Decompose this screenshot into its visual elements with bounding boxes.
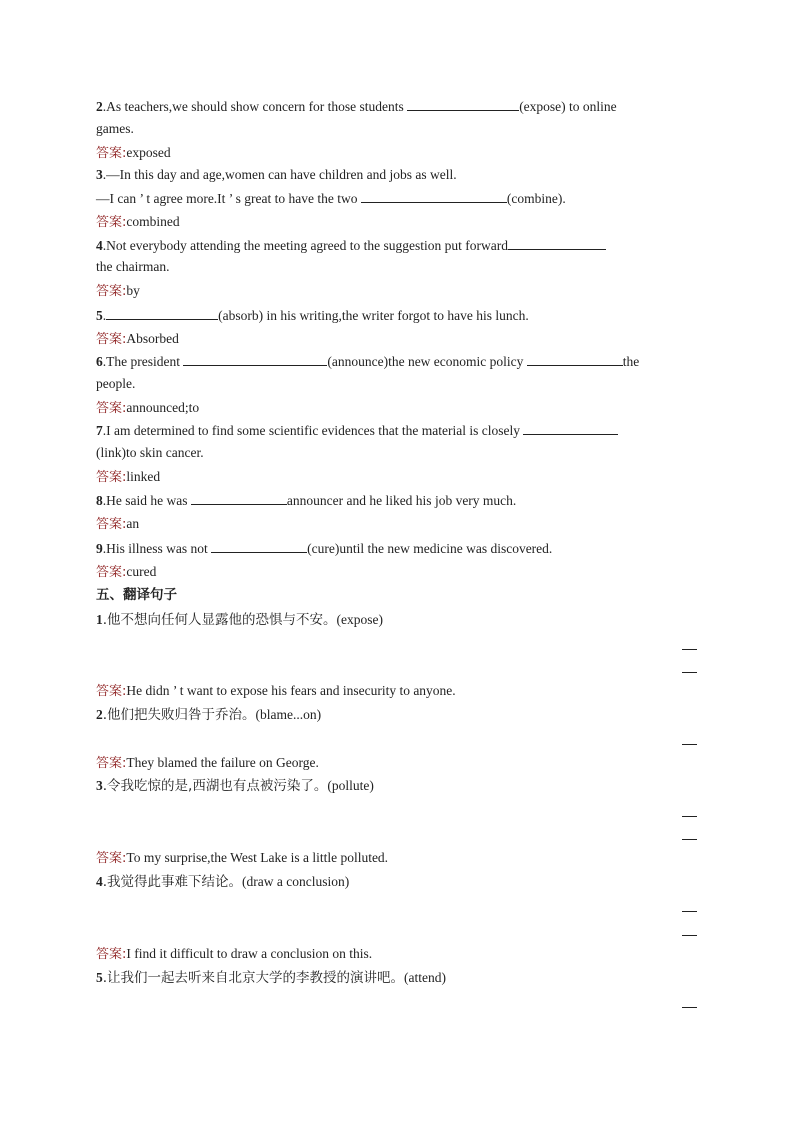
question-text: announcer and he liked his job very much. [286, 493, 517, 508]
answer-t1 [96, 683, 456, 700]
answer-t4 [96, 946, 372, 963]
answer-3 [96, 214, 180, 231]
question-number: 4 [96, 238, 103, 253]
question-7 [96, 422, 618, 439]
hint-word: (expose) [336, 612, 384, 627]
chinese-sentence: .他们把失败归咎于乔治。 [102, 707, 256, 723]
answer-text: an [126, 516, 140, 531]
question-text: (absorb) in his writing,the writer forgot to have his lunch. [218, 308, 529, 323]
answer-label: 答案: [96, 851, 127, 866]
question-text: (link)to skin cancer. [96, 445, 204, 460]
answer-line [682, 744, 697, 745]
question-text: .His illness was not [102, 541, 212, 556]
answer-blank [106, 307, 218, 320]
section-heading: 五、翻译句子 [96, 587, 177, 603]
hint-word: (attend) [404, 970, 447, 985]
answer-text: I find it difficult to draw a conclusion on this. [126, 946, 373, 961]
question-text: (announce)the new economic policy [327, 354, 527, 369]
question-2-cont [96, 121, 134, 137]
question-8 [96, 492, 516, 509]
answer-blank [183, 353, 327, 366]
answer-5 [96, 331, 179, 348]
question-text: .—In this day and age,women can have children and jobs as well. [102, 167, 457, 182]
question-text: .He said he was [102, 493, 191, 508]
answer-blank [407, 98, 519, 111]
answer-label: 答案: [96, 470, 127, 485]
answer-blank [191, 492, 287, 505]
question-text: .The president [102, 354, 184, 369]
answer-line [682, 911, 697, 912]
translation-2 [96, 707, 321, 723]
answer-label: 答案: [96, 146, 127, 161]
question-number: 4 [96, 874, 103, 889]
question-number: 6 [96, 354, 103, 369]
answer-label: 答案: [96, 517, 127, 532]
question-text: .Not everybody attending the meeting agreed to the suggestion put forward [102, 238, 509, 253]
question-5 [96, 307, 529, 324]
translation-5 [96, 970, 446, 986]
answer-line [682, 672, 697, 673]
question-4 [96, 237, 606, 254]
question-text: the chairman. [96, 259, 170, 274]
answer-blank [508, 237, 606, 250]
translation-4 [96, 874, 349, 890]
answer-6 [96, 400, 199, 417]
hint-word: (draw a conclusion) [242, 874, 350, 889]
answer-blank [361, 190, 507, 203]
question-3-cont [96, 190, 566, 207]
question-number: 3 [96, 167, 103, 182]
question-text: people. [96, 376, 136, 391]
answer-line [682, 1007, 697, 1008]
question-number: 8 [96, 493, 103, 508]
question-text: (combine). [506, 191, 566, 206]
answer-2 [96, 145, 171, 162]
answer-text: Absorbed [126, 331, 179, 346]
question-number: 2 [96, 99, 103, 114]
answer-label: 答案: [96, 284, 127, 299]
question-text: (expose) to online [519, 99, 617, 114]
answer-t2 [96, 755, 319, 772]
answer-blank [527, 353, 623, 366]
answer-label: 答案: [96, 401, 127, 416]
answer-label: 答案: [96, 565, 127, 580]
question-number: 1 [96, 612, 103, 627]
chinese-sentence: .我觉得此事难下结论。 [102, 874, 243, 890]
answer-t3 [96, 850, 388, 867]
question-number: 3 [96, 778, 103, 793]
hint-word: (pollute) [327, 778, 374, 793]
answer-text: exposed [126, 145, 171, 160]
question-6-cont [96, 376, 135, 392]
answer-text: linked [126, 469, 161, 484]
question-text: games. [96, 121, 134, 136]
answer-line [682, 649, 697, 650]
answer-blank [523, 422, 618, 435]
question-text: —I can ’ t agree more.It ’ s great to have the two [96, 191, 361, 206]
question-text: .I am determined to find some scientific evidences that the material is closely [102, 423, 524, 438]
translation-3 [96, 778, 374, 794]
question-text: the [622, 354, 640, 369]
question-number: 5 [96, 308, 103, 323]
answer-text: combined [126, 214, 180, 229]
answer-label: 答案: [96, 215, 127, 230]
answer-label: 答案: [96, 756, 127, 771]
question-7-cont [96, 445, 204, 461]
answer-line [682, 816, 697, 817]
answer-label: 答案: [96, 332, 127, 347]
question-4-cont [96, 259, 169, 275]
question-number: 7 [96, 423, 103, 438]
answer-text: To my surprise,the West Lake is a little polluted. [126, 850, 389, 865]
chinese-sentence: .他不想向任何人显露他的恐惧与不安。 [102, 612, 337, 628]
translation-1 [96, 612, 383, 628]
question-number: 2 [96, 707, 103, 722]
answer-label: 答案: [96, 684, 127, 699]
answer-text: announced;to [126, 400, 200, 415]
answer-blank [211, 540, 307, 553]
question-6 [96, 353, 639, 370]
question-text: .As teachers,we should show concern for those students [102, 99, 408, 114]
question-number: 9 [96, 541, 103, 556]
question-text: . [102, 308, 107, 323]
question-9 [96, 540, 552, 557]
answer-text: They blamed the failure on George. [126, 755, 319, 770]
answer-line [682, 839, 697, 840]
question-number: 5 [96, 970, 103, 985]
answer-4 [96, 283, 140, 300]
answer-9 [96, 564, 156, 581]
chinese-sentence: .令我吃惊的是,西湖也有点被污染了。 [102, 778, 328, 794]
answer-line [682, 935, 697, 936]
answer-text: by [126, 283, 140, 298]
answer-text: cured [126, 564, 157, 579]
question-3 [96, 167, 457, 183]
question-2 [96, 98, 617, 115]
answer-8 [96, 516, 139, 533]
question-text: (cure)until the new medicine was discovered. [307, 541, 553, 556]
chinese-sentence: .让我们一起去听来自北京大学的李教授的演讲吧。 [102, 970, 405, 986]
answer-7 [96, 469, 160, 486]
answer-label: 答案: [96, 947, 127, 962]
hint-word: (blame...on) [255, 707, 322, 722]
answer-text: He didn ’ t want to expose his fears and insecurity to anyone. [126, 683, 456, 698]
